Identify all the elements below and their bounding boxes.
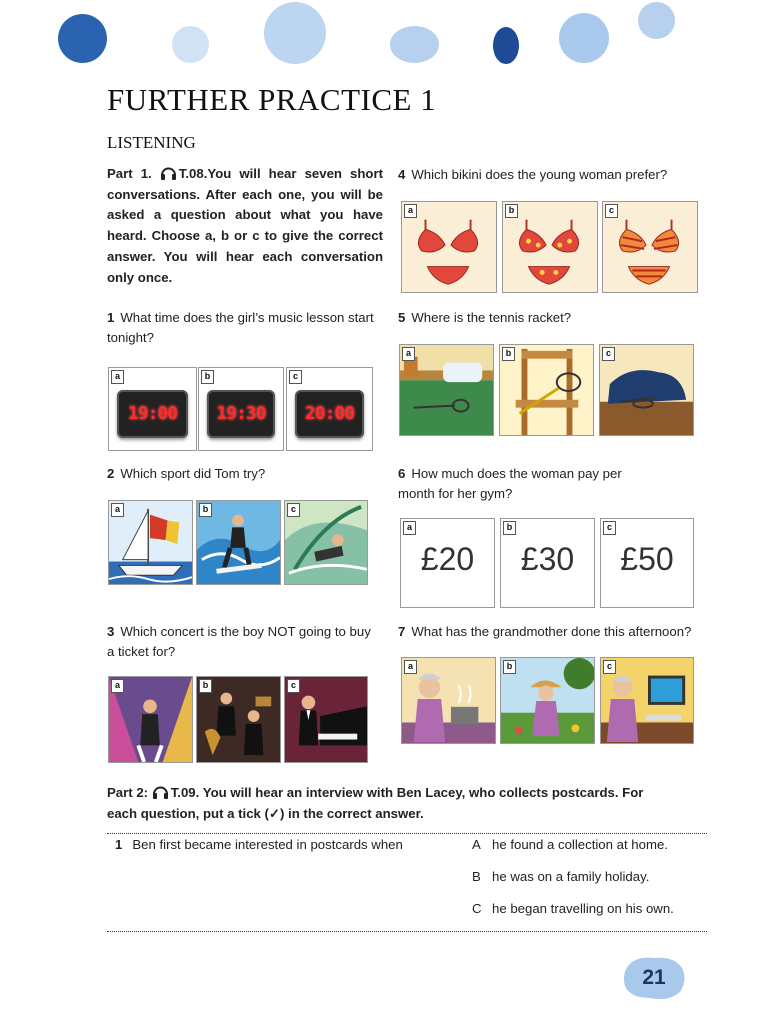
- section-heading: LISTENING: [107, 133, 196, 152]
- option-3c[interactable]: c: [284, 676, 368, 763]
- question-1: 1 What time does the girl’s music lesson start tonight?: [107, 310, 374, 345]
- option-5c[interactable]: c: [599, 344, 694, 436]
- option-5a[interactable]: a: [399, 344, 494, 436]
- page-title: FURTHER PRACTICE 1: [107, 82, 437, 117]
- option-2a[interactable]: a: [108, 500, 193, 585]
- decor-dot: [638, 2, 675, 39]
- part1-intro-text: You will hear seven short conversations. After each one, you will be asked a question about what you have heard. Choose a, b or c to give the correct answer. You will hear each conversation only once.: [107, 166, 383, 285]
- option-1c[interactable]: c 20:00: [286, 367, 373, 451]
- option-3b[interactable]: b: [196, 676, 281, 763]
- option-6a[interactable]: a £20: [400, 518, 495, 608]
- option-4a[interactable]: a: [401, 201, 497, 293]
- option-2c[interactable]: c: [284, 500, 368, 585]
- option-2b[interactable]: b: [196, 500, 281, 585]
- option-7c[interactable]: c: [600, 657, 694, 744]
- clock-display: 20:00: [295, 390, 364, 438]
- clock-display: 19:00: [117, 390, 188, 438]
- option-7a[interactable]: a: [401, 657, 496, 744]
- option-6c[interactable]: c £50: [600, 518, 694, 608]
- part1-track: T.08.: [178, 166, 208, 181]
- decor-dot: [172, 26, 209, 63]
- question-4: 4 Which bikini does the young woman prefer?: [398, 167, 668, 182]
- question-6: 6 How much does the woman pay per month for her gym?: [398, 466, 622, 501]
- option-7b[interactable]: b: [500, 657, 595, 744]
- option-1a[interactable]: a 19:00: [108, 367, 197, 451]
- part2-track: T.09.: [170, 785, 200, 800]
- price-value: £30: [520, 541, 575, 577]
- question-3: 3 Which concert is the boy NOT going to buy a ticket for?: [107, 624, 371, 659]
- divider: [107, 931, 707, 932]
- price-value: £50: [620, 541, 674, 577]
- decor-dot: [264, 2, 326, 64]
- price-value: £20: [420, 541, 475, 577]
- question-2: 2 Which sport did Tom try?: [107, 466, 266, 481]
- headphones-icon: [160, 166, 177, 180]
- clock-display: 19:30: [207, 390, 275, 438]
- part2-intro-text: You will hear an interview with Ben Lacey, who collects postcards. For each question, put a tick (✓) in the correct answer.: [107, 785, 644, 821]
- answer-option-b[interactable]: B he was on a family holiday.: [472, 869, 650, 884]
- part2-label: Part 2:: [107, 785, 149, 800]
- headphones-icon: [152, 785, 169, 799]
- option-4b[interactable]: b: [502, 201, 598, 293]
- option-3a[interactable]: a: [108, 676, 193, 763]
- part1-instructions: [107, 164, 383, 288]
- decor-dot: [559, 13, 609, 63]
- page-number-badge: [622, 956, 686, 1000]
- option-6b[interactable]: b £30: [500, 518, 595, 608]
- part2-question-1: 1 Ben first became interested in postcards when: [115, 837, 403, 852]
- page-number: 21: [642, 966, 666, 989]
- option-4c[interactable]: c: [602, 201, 698, 293]
- decor-dot: [390, 26, 439, 63]
- part1-label: Part 1.: [107, 166, 152, 181]
- question-7: 7 What has the grandmother done this afternoon?: [398, 624, 692, 639]
- decor-dot: [493, 27, 519, 64]
- answer-option-c[interactable]: C he began travelling on his own.: [472, 901, 674, 916]
- question-5: 5 Where is the tennis racket?: [398, 310, 572, 325]
- option-5b[interactable]: b: [499, 344, 594, 436]
- decor-dot: [58, 14, 107, 63]
- part2-instructions: [107, 782, 667, 824]
- option-1b[interactable]: b 19:30: [198, 367, 284, 451]
- answer-option-a[interactable]: A he found a collection at home.: [472, 837, 668, 852]
- divider: [107, 833, 707, 834]
